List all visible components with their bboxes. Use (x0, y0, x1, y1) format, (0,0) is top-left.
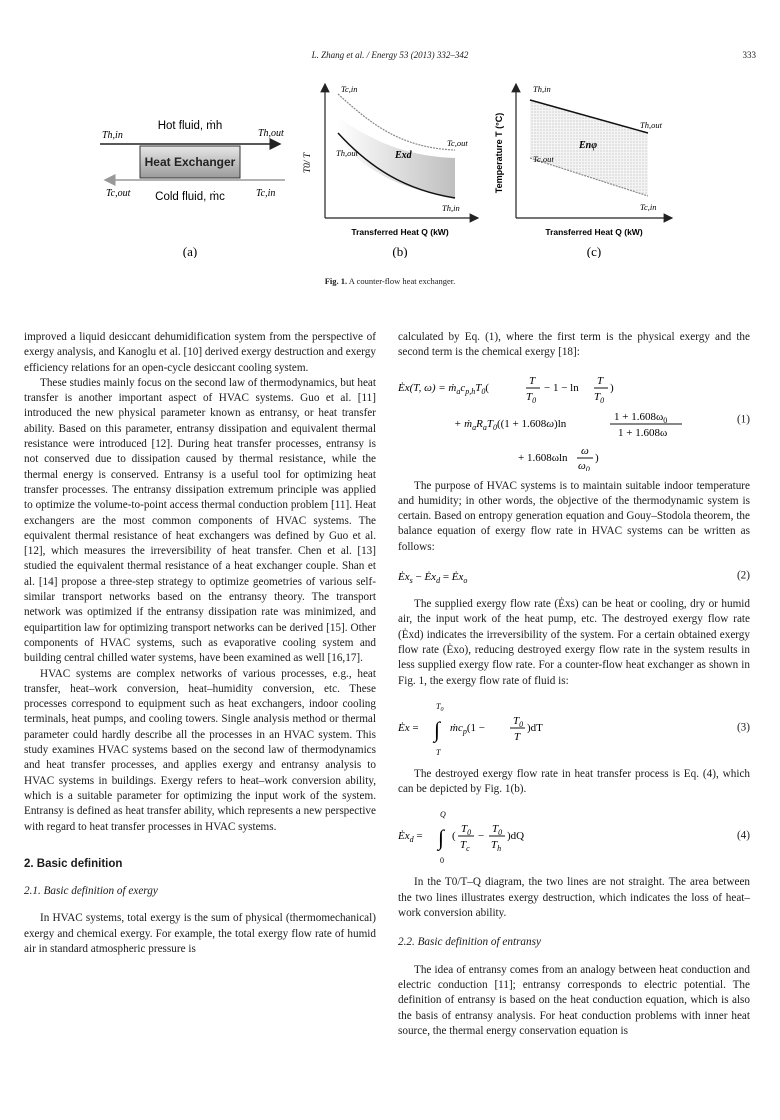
svg-text:0: 0 (440, 856, 444, 866)
b-tc-out: Tc,out (447, 138, 468, 148)
running-title: L. Zhang et al. / Energy 53 (2013) 332–342 (311, 50, 469, 60)
svg-text:): ) (610, 381, 614, 394)
b-tc-in: Tc,in (341, 84, 358, 94)
equation-1 (398, 369, 750, 471)
svg-text:ṁcp(1 −: ṁc$_p$(1 − (450, 721, 485, 736)
svg-text:T0: $T_0$ (436, 701, 444, 713)
svg-text:ω0: $\omega_0$ (578, 459, 590, 471)
heat-exchanger-label: Heat Exchanger (144, 155, 236, 169)
tc-out-label: Tc,out (106, 188, 131, 199)
svg-text:T: T (529, 374, 536, 387)
right-column (398, 330, 750, 1039)
svg-text:Q: Q (440, 810, 446, 820)
left-para-1: improved a liquid desiccant dehumidification system from the perspective of exergy analysis, and Kanoglu et al. [10] derived exergy destruction and exergy efficiency relations for an open-cycle desiccant cooling system. (24, 331, 376, 374)
svg-text:T0: $T_0$ (492, 823, 503, 838)
svg-text:− 1 − ln: − 1 − ln (544, 381, 579, 394)
svg-text:1 + 1.608ω: 1 + 1.608ω (618, 426, 668, 439)
svg-text:)dT: )dT (527, 721, 543, 734)
cold-fluid-label: Cold fluid, ṁc (155, 191, 225, 203)
eq3-number: (3) (736, 721, 750, 734)
c-xlabel: Transferred Heat Q (kW) (545, 227, 643, 237)
svg-text:Tc: $T_c$ (460, 839, 470, 854)
right-para-6: The idea of entransy comes from an analogy between heat conduction and electric conduction [11]; entransy corresponds to electric potential. The definition of entransy is based on the heat conduction equation, which is also the basis of entransy analysis. For heat conduction problems with inner heat source, the thermal energy conservation equation is (398, 963, 750, 1037)
equation-2-body (398, 563, 598, 589)
right-para-2: The purpose of HVAC systems is to maintain suitable indoor temperature and humidity; in other words, the objective of the thermodynamic system is certain. Based on entropy generation equation and Gouy–Stodola theorem, the balance equation of exergy flow rate in HVAC systems can be written as follows: (398, 479, 750, 553)
th-out-label: Th,out (258, 128, 284, 139)
panel-c-label: (c) (586, 244, 602, 258)
left-para-4: In HVAC systems, total exergy is the sum of physical (thermomechanical) exergy and chemical exergy. For example, the total exergy flow rate of humid air in standard atmospheric pressure is (24, 912, 376, 955)
left-column (24, 330, 376, 957)
equation-3 (398, 697, 750, 759)
b-th-out: Th,out (336, 148, 358, 158)
c-th-in: Th,in (533, 84, 551, 94)
b-th-in: Th,in (442, 203, 460, 213)
right-para-3: The supplied exergy flow rate (Ėxs) can be heat or cooling, dry or humid air, the input work of the heat pump, etc. The destroyed exergy flow rate (Ėxd) indicates the irreversibility of the system. For a certain obtained exergy flow rate (Ėxo), reducing destroyed exergy flow rate in the system results in less supplied exergy flow rate. For a counter-flow heat exchanger as shown in Fig. 1, the exergy flow rate of fluid is: (398, 598, 750, 687)
svg-text:Ėx(T, ω) = ṁacp,hT0(: Ėx(T, $\omega) = ṁ_ac_{p,h}T_0$( (398, 381, 490, 396)
section-2-heading: 2. Basic definition (24, 857, 123, 870)
eq4-number: (4) (736, 829, 750, 842)
figure-1 (0, 78, 780, 258)
page-number: 333 (742, 50, 756, 60)
svg-text:T0: $T_0$ (594, 390, 605, 405)
svg-text:T0: $T_0$ (526, 390, 537, 405)
c-tc-in: Tc,in (640, 202, 657, 212)
svg-text:Ėx =: Ėx = (398, 721, 419, 734)
svg-text:T: T (597, 374, 604, 387)
eq1-number: (1) (736, 412, 750, 425)
c-en: Enφ (579, 140, 598, 151)
th-in-label: Th,in (102, 130, 123, 141)
svg-text:T: T (514, 730, 521, 743)
svg-text:): ) (595, 451, 599, 464)
svg-text:(: ( (452, 830, 456, 843)
subsection-2-2-heading: 2.2. Basic definition of entransy (398, 936, 541, 949)
svg-text:+ ṁaRaT0((1 + 1.608ω)ln: + $ṁ_aR_aT_0((1 + 1.608\omega)\ln$ (454, 417, 567, 432)
panel-a (100, 120, 285, 258)
svg-text:−: − (478, 830, 485, 843)
equation-3-body (398, 697, 618, 759)
running-header (0, 50, 780, 60)
equation-2 (398, 563, 750, 589)
svg-text:T: T (436, 747, 441, 757)
panel-c (494, 84, 672, 258)
hot-fluid-label: Hot fluid, ṁh (157, 120, 223, 132)
panel-b-label: (b) (392, 244, 408, 258)
panel-b (303, 84, 478, 258)
svg-text:T0: $T_0$ (461, 823, 472, 838)
left-para-3: HVAC systems are complex networks of various processes, e.g., heat transfer, heat–work conversion, heat–humidity conversion, etc. These processes correspond to equipment such as heat exchangers, indoor cooling terminals, heat pumps, and cooling towers. Single analysis method or thermal parameter could hardly describe all the processes in an HVAC system. This study examines HVAC systems based on the second law of thermodynamics and heat transfer processes, and applies exergy and entransy analysis to HVAC systems in buildings. Exergy refers to heat–work conversion ability, which is a suitable parameter for optimizing the input work of the system. Entransy is defined as heat transfer ability, which represents a new perspective with regard to heat transfer processes in HVAC systems. (24, 667, 376, 833)
panel-a-label: (a) (182, 244, 198, 258)
svg-text:ω: ω (581, 444, 589, 457)
right-para-1: calculated by Eq. (1), where the first term is the physical exergy and the second term is the chemical exergy [18]: (398, 331, 750, 359)
subsection-2-1-heading: 2.1. Basic definition of exergy (24, 885, 158, 898)
figure-caption (0, 276, 780, 286)
svg-text:+ 1.608ωln: + 1.608ωln (518, 451, 568, 464)
caption-text: A counter-flow heat exchanger. (348, 276, 456, 286)
b-exd: Exd (395, 150, 412, 161)
svg-text:1 + 1.608ω0: $1 + 1.608\omega_0$ (614, 410, 668, 425)
caption-label: Fig. 1. (324, 276, 348, 286)
svg-text:Ėxs − Ėxd = Ėxo: $Ėx_s$ − $Ėx_d$ = $Ėx_o$ (398, 571, 468, 586)
right-para-5: In the T0/T–Q diagram, the two lines are not straight. The area between the two lines illustrates exergy destruction, which indicates the loss of heat–work conversion ability. (398, 876, 750, 920)
tc-in-label: Tc,in (256, 188, 276, 199)
c-ylabel: Temperature T (°C) (494, 112, 504, 194)
svg-text:Th: $T_h$ (491, 839, 502, 854)
svg-text:∫: ∫ (438, 825, 445, 851)
svg-text:T0: $T_0$ (513, 714, 524, 729)
c-th-out: Th,out (640, 120, 662, 130)
svg-text:)dQ: )dQ (507, 830, 525, 843)
c-tc-out: Tc,out (533, 154, 554, 164)
b-ylabel: T0/ T (303, 152, 313, 174)
eq2-number: (2) (736, 569, 750, 582)
svg-text:∫: ∫ (434, 716, 441, 742)
equation-4-body (398, 805, 618, 867)
equation-1-body (398, 369, 718, 471)
left-para-2: These studies mainly focus on the second law of thermodynamics, but heat transfer is another important aspect of HVAC systems. Guo et al. [11] introduced the new physical parameter known as entransy, or heat transfer ability. Based on this parameter, entransy dissipation and equivalent thermal resistance were introduced [12]. During heat transfer processes, entransy is not conserved due to dissipation caused by thermal resistance, while the thermal energy is conserved. Entransy is a useful tool for optimizing heat transfer processes. The entransy dissipation extremum principle was applied to optimize the volume-to-point access thermal conduction problem [11]. Heat exchangers are the most common components of HVAC systems. The equivalent thermal resistance of heat exchangers was defined by Guo et al. [12], which measures the irreversibility of heat transfer. Chen et al. [13] studied the equivalent thermal resistance of a heat exchanger couple. Shan et al. [14] propose a three-step strategy to optimize geometries of various self-similar transport networks based on the entransy theory. The transport network was optimized if the entransy dissipation rate was minimized, and equipartition law for optimizing transport networks can be derived [15]. Other components of HVAC systems, such as evaporative cooling system and building central chilled water systems, have been examined as well [16,17]. (24, 376, 376, 665)
right-para-4: The destroyed exergy flow rate in heat transfer process is Eq. (4), which can be depicted by Fig. 1(b). (398, 767, 750, 796)
svg-text:Ėxd =: $Ėx_d$ = (398, 830, 423, 845)
b-xlabel: Transferred Heat Q (kW) (351, 227, 449, 237)
equation-4 (398, 805, 750, 867)
